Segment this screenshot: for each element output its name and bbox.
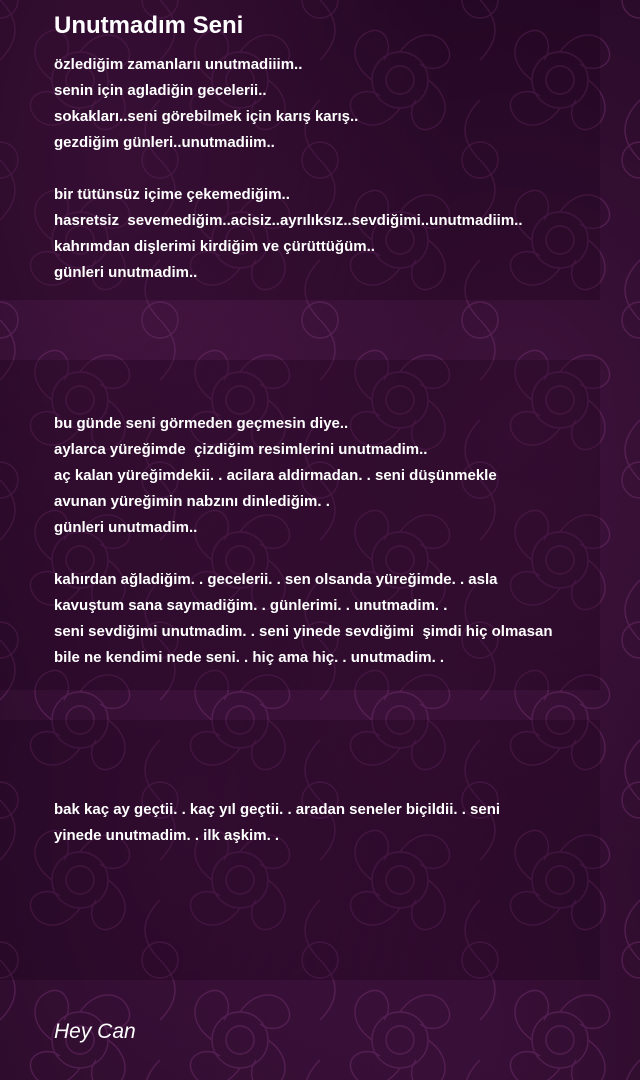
poem-line: kahrımdan dişlerimi kirdiğim ve çürüttüğüm.. (54, 238, 375, 255)
poem-line: aç kalan yüreğimdekii. . acilara aldirmadan. . seni düşünmekle (54, 467, 497, 484)
stanza-3 (54, 411, 614, 541)
poem-line: bir tütünsüz içime çekemediğim.. (54, 186, 290, 203)
poem-line: avunan yüreğimin nabzını dinlediğim. . (54, 493, 330, 510)
stanza-2 (54, 182, 614, 286)
stanza-1 (54, 52, 614, 156)
poem-line: bak kaç ay geçtii. . kaç yıl geçtii. . aradan seneler biçildii. . seni (54, 801, 501, 818)
poem-line: gezdiğim günleri..unutmadiim.. (54, 134, 275, 151)
poem-line: hasretsiz sevemediğim..acisiz..ayrılıksız..sevdiğimi..unutmadiim.. (54, 212, 523, 229)
poem-line: bu günde seni görmeden geçmesin diye.. (54, 415, 349, 432)
poem-author: Hey Can (54, 1020, 136, 1043)
stanza-5 (54, 797, 614, 849)
poem-line: günleri unutmadim.. (54, 264, 198, 281)
poem-line: günleri unutmadim.. (54, 519, 198, 536)
poem-line: senin için agladiğin gecelerii.. (54, 82, 267, 99)
stanza-4 (54, 567, 614, 671)
poem-line: sokakları..seni görebilmek için karış karış.. (54, 108, 359, 125)
poem-line: kahırdan ağladiğim. . gecelerii. . sen olsanda yüreğimde. . asla (54, 571, 498, 588)
poem-line: özlediğim zamanlarıı unutmadiiim.. (54, 56, 303, 73)
poem-line: aylarca yüreğimde çizdiğim resimlerini unutmadim.. (54, 441, 428, 458)
poem-line: bile ne kendimi nede seni. . hiç ama hiç. . unutmadim. . (54, 649, 445, 666)
poem-line: yinede unutmadim. . ilk aşkim. . (54, 827, 280, 844)
poem-line: seni sevdiğimi unutmadim. . seni yinede sevdiğimi şimdi hiç olmasan (54, 623, 553, 640)
poem-title: Unutmadım Seni (54, 12, 244, 39)
poem-line: kavuştum sana saymadiğim. . günlerimi. . unutmadim. . (54, 597, 448, 614)
